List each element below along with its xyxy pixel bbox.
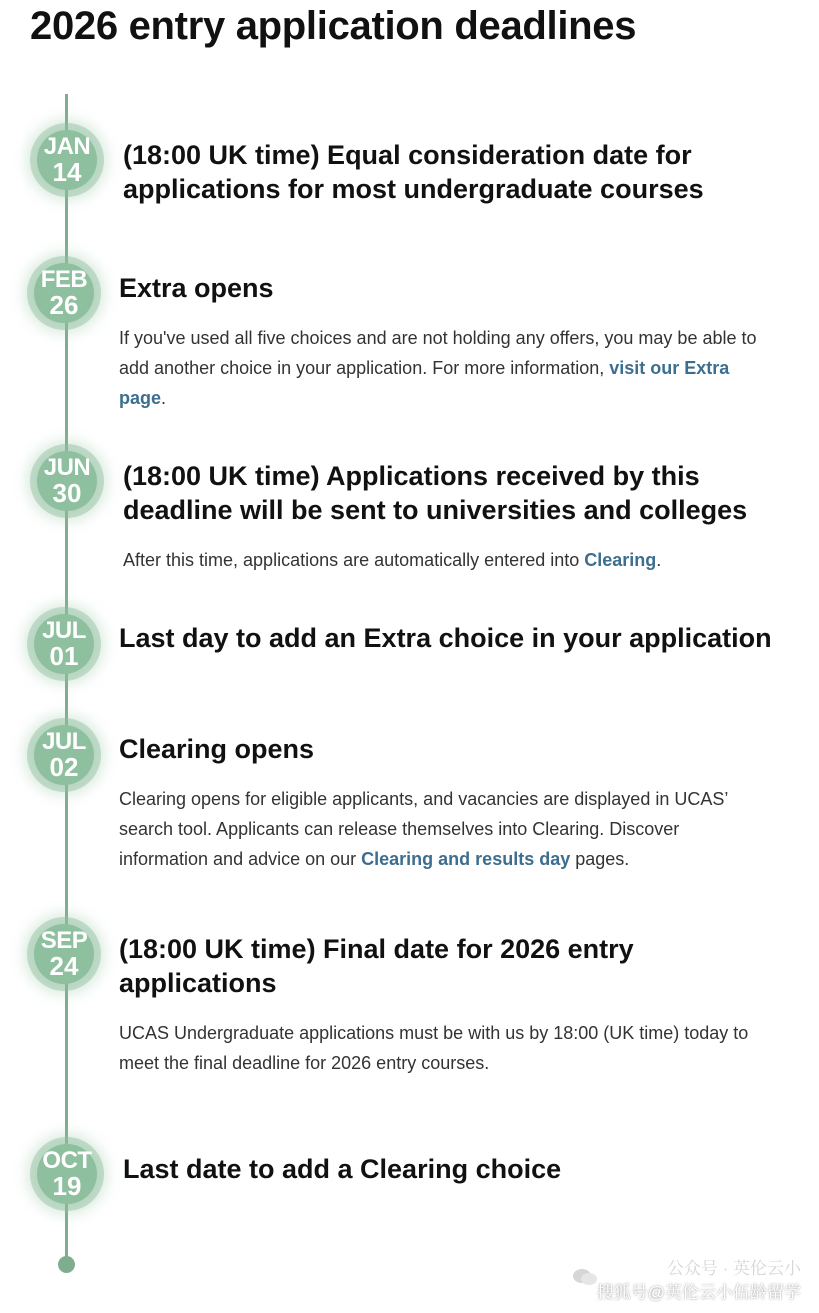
date-badge-sep-24 — [34, 924, 94, 984]
event-heading — [119, 621, 772, 655]
clearing-link[interactable]: Clearing — [584, 550, 657, 570]
badge-month: FEB — [40, 265, 88, 293]
extra-page-link[interactable]: visit our Extra — [609, 358, 730, 378]
desc-text: After this time, applications are automatically entered into — [123, 550, 585, 570]
timeline-end-dot — [58, 1256, 75, 1273]
badge-month: JUL — [42, 616, 86, 644]
desc-text: . — [656, 550, 662, 570]
heading-line: Last date to add a Clearing choice — [123, 1154, 562, 1184]
heading-line: Clearing opens — [119, 734, 315, 764]
heading-line: Last day to add an Extra choice in your application — [119, 623, 772, 653]
heading-line: applications for most undergraduate courses — [123, 174, 704, 204]
desc-line: If you've used all five choices and are not holding any offers, you may be able to — [119, 328, 757, 348]
desc-line: search tool. Applicants can release themselves into Clearing. Discover — [119, 819, 680, 839]
desc-text: pages. — [570, 849, 630, 869]
watermark — [597, 1257, 801, 1305]
badge-month: JUN — [43, 453, 91, 481]
date-badge-feb-26 — [34, 263, 94, 323]
desc-line — [119, 844, 728, 874]
page-title: 2026 entry application deadlines — [30, 4, 637, 48]
clearing-results-day-link[interactable]: Clearing and results day — [361, 849, 571, 869]
badge-month: SEP — [40, 926, 88, 954]
event-description — [119, 323, 819, 413]
heading-line: Extra opens — [119, 273, 274, 303]
event-heading — [123, 459, 747, 527]
event-description — [119, 1018, 748, 1078]
date-badge-jun-30 — [37, 451, 97, 511]
badge-day: 19 — [52, 1170, 82, 1201]
date-badge-oct-19 — [37, 1144, 97, 1204]
date-badge-jul-01 — [34, 614, 94, 674]
badge-day: 14 — [52, 156, 82, 187]
event-heading — [119, 932, 634, 1000]
desc-line — [119, 353, 819, 383]
event-description — [119, 784, 728, 874]
event-description — [123, 545, 661, 575]
badge-month: JUL — [42, 727, 86, 755]
event-heading — [119, 732, 314, 766]
event-heading — [123, 1152, 561, 1186]
watermark-line: 搜狐号@英伦云小伍龄留学 — [596, 1283, 801, 1302]
date-badge-jan-14 — [37, 130, 97, 190]
date-badge-jul-02 — [34, 725, 94, 785]
heading-line: (18:00 UK time) Equal consideration date for — [123, 140, 692, 170]
event-heading — [119, 271, 274, 305]
desc-line: UCAS Undergraduate applications must be with us by 18:00 (UK time) today to — [119, 1023, 749, 1043]
extra-page-link-cont[interactable]: page — [119, 388, 162, 408]
badge-day: 24 — [49, 950, 79, 981]
watermark-line: 公众号 · 英伦云小 — [666, 1259, 801, 1278]
badge-month: JAN — [43, 132, 91, 160]
badge-day: 01 — [49, 640, 79, 671]
desc-line: Clearing opens for eligible applicants, and vacancies are displayed in UCAS’ — [119, 789, 729, 809]
event-heading — [123, 138, 704, 206]
heading-line: applications — [119, 968, 277, 998]
desc-text: . — [161, 388, 167, 408]
desc-line — [119, 383, 819, 413]
badge-day: 02 — [49, 751, 79, 782]
badge-day: 30 — [52, 477, 82, 508]
badge-day: 26 — [49, 289, 79, 320]
heading-line: (18:00 UK time) Final date for 2026 entry — [119, 934, 634, 964]
desc-line: meet the final deadline for 2026 entry courses. — [119, 1053, 490, 1073]
desc-text: add another choice in your application. For more information, — [119, 358, 610, 378]
desc-text: information and advice on our — [119, 849, 362, 869]
heading-line: (18:00 UK time) Applications received by this — [123, 461, 700, 491]
heading-line: deadline will be sent to universities and colleges — [123, 495, 748, 525]
badge-month: OCT — [42, 1146, 92, 1174]
wechat-icon — [572, 1268, 598, 1286]
